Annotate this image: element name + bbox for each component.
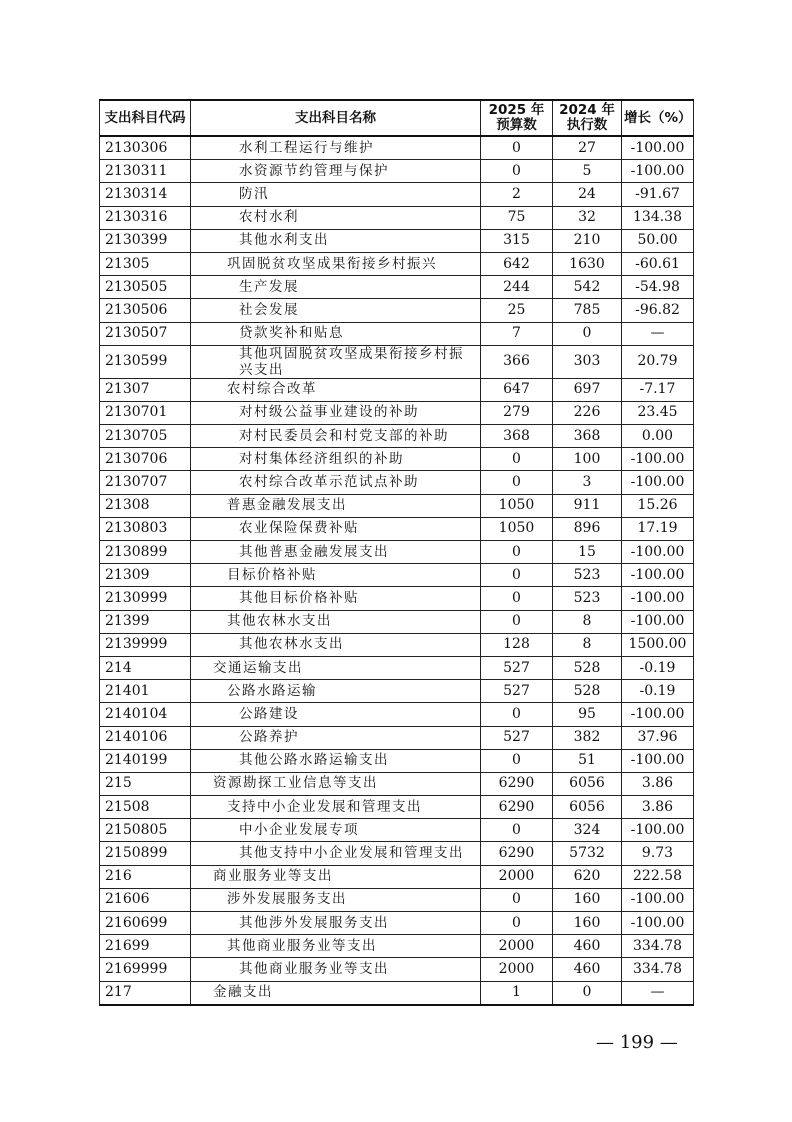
cell-actual-2024: 523 bbox=[553, 587, 622, 610]
cell-name: 支持中小企业发展和管理支出 bbox=[191, 796, 481, 819]
cell-name: 其他公路水路运输支出 bbox=[191, 749, 481, 772]
cell-actual-2024: 460 bbox=[553, 935, 622, 958]
cell-growth: -7.17 bbox=[622, 378, 694, 401]
cell-growth: -100.00 bbox=[622, 471, 694, 494]
cell-code: 2130399 bbox=[100, 229, 191, 252]
cell-budget-2025: 0 bbox=[481, 587, 553, 610]
cell-name: 对村民委员会和村党支部的补助 bbox=[191, 425, 481, 448]
cell-actual-2024: 0 bbox=[553, 322, 622, 345]
cell-budget-2025: 6290 bbox=[481, 772, 553, 795]
cell-budget-2025: 2 bbox=[481, 183, 553, 206]
cell-growth: 1500.00 bbox=[622, 633, 694, 656]
cell-growth: -0.19 bbox=[622, 680, 694, 703]
cell-budget-2025: 0 bbox=[481, 819, 553, 842]
table-row bbox=[100, 471, 694, 494]
cell-code: 2130999 bbox=[100, 587, 191, 610]
cell-actual-2024: 51 bbox=[553, 749, 622, 772]
cell-name: 水利工程运行与维护 bbox=[191, 136, 481, 160]
cell-code: 2139999 bbox=[100, 633, 191, 656]
cell-growth: 0.00 bbox=[622, 425, 694, 448]
cell-budget-2025: 0 bbox=[481, 564, 553, 587]
header-budget-2025: 2025 年预算数 bbox=[481, 100, 553, 136]
table-row bbox=[100, 517, 694, 540]
cell-code: 2169999 bbox=[100, 958, 191, 981]
table-row bbox=[100, 680, 694, 703]
cell-growth: -100.00 bbox=[622, 448, 694, 471]
cell-actual-2024: 8 bbox=[553, 610, 622, 633]
table-row bbox=[100, 610, 694, 633]
cell-name: 农村水利 bbox=[191, 206, 481, 229]
cell-name: 巩固脱贫攻坚成果衔接乡村振兴 bbox=[191, 252, 481, 275]
cell-name: 其他支持中小企业发展和管理支出 bbox=[191, 842, 481, 865]
cell-budget-2025: 25 bbox=[481, 299, 553, 322]
table-row bbox=[100, 276, 694, 299]
cell-actual-2024: 523 bbox=[553, 564, 622, 587]
table-row bbox=[100, 345, 694, 378]
cell-name: 对村集体经济组织的补助 bbox=[191, 448, 481, 471]
cell-name: 其他商业服务业等支出 bbox=[191, 958, 481, 981]
table-row bbox=[100, 425, 694, 448]
table-row bbox=[100, 299, 694, 322]
header-row bbox=[100, 100, 694, 136]
cell-name: 资源勘探工业信息等支出 bbox=[191, 772, 481, 795]
cell-code: 2140106 bbox=[100, 726, 191, 749]
cell-budget-2025: 6290 bbox=[481, 842, 553, 865]
table-row bbox=[100, 136, 694, 160]
cell-name: 其他涉外发展服务支出 bbox=[191, 912, 481, 935]
cell-name: 农业保险保费补贴 bbox=[191, 517, 481, 540]
cell-budget-2025: 368 bbox=[481, 425, 553, 448]
table-row bbox=[100, 448, 694, 471]
cell-name: 其他商业服务业等支出 bbox=[191, 935, 481, 958]
cell-code: 2130705 bbox=[100, 425, 191, 448]
cell-name: 公路水路运输 bbox=[191, 680, 481, 703]
cell-growth: -100.00 bbox=[622, 912, 694, 935]
cell-actual-2024: 785 bbox=[553, 299, 622, 322]
cell-actual-2024: 368 bbox=[553, 425, 622, 448]
cell-growth: -100.00 bbox=[622, 564, 694, 587]
cell-actual-2024: 3 bbox=[553, 471, 622, 494]
cell-actual-2024: 5732 bbox=[553, 842, 622, 865]
cell-code: 2130706 bbox=[100, 448, 191, 471]
cell-name: 其他水利支出 bbox=[191, 229, 481, 252]
cell-budget-2025: 0 bbox=[481, 888, 553, 911]
cell-name: 公路建设 bbox=[191, 703, 481, 726]
header-actual-2024: 2024 年执行数 bbox=[553, 100, 622, 136]
cell-budget-2025: 1050 bbox=[481, 517, 553, 540]
cell-actual-2024: 6056 bbox=[553, 796, 622, 819]
cell-growth: -100.00 bbox=[622, 749, 694, 772]
cell-growth: -100.00 bbox=[622, 610, 694, 633]
table-row bbox=[100, 842, 694, 865]
cell-code: 2140104 bbox=[100, 703, 191, 726]
table-row bbox=[100, 958, 694, 981]
table-row bbox=[100, 772, 694, 795]
cell-code: 2140199 bbox=[100, 749, 191, 772]
cell-growth: -100.00 bbox=[622, 819, 694, 842]
table-row bbox=[100, 796, 694, 819]
cell-code: 2160699 bbox=[100, 912, 191, 935]
cell-code: 2130599 bbox=[100, 345, 191, 378]
table-row bbox=[100, 564, 694, 587]
cell-growth: 37.96 bbox=[622, 726, 694, 749]
cell-code: 21606 bbox=[100, 888, 191, 911]
cell-budget-2025: 279 bbox=[481, 401, 553, 424]
cell-actual-2024: 160 bbox=[553, 888, 622, 911]
cell-growth: -0.19 bbox=[622, 656, 694, 679]
table-row bbox=[100, 819, 694, 842]
cell-name: 其他普惠金融发展支出 bbox=[191, 541, 481, 564]
cell-growth: -54.98 bbox=[622, 276, 694, 299]
cell-growth: 222.58 bbox=[622, 865, 694, 888]
cell-code: 2130506 bbox=[100, 299, 191, 322]
cell-code: 2130701 bbox=[100, 401, 191, 424]
cell-name: 普惠金融发展支出 bbox=[191, 494, 481, 517]
cell-budget-2025: 0 bbox=[481, 471, 553, 494]
cell-growth: -96.82 bbox=[622, 299, 694, 322]
table-row bbox=[100, 206, 694, 229]
cell-code: 2130507 bbox=[100, 322, 191, 345]
cell-budget-2025: 2000 bbox=[481, 865, 553, 888]
table-row bbox=[100, 322, 694, 345]
cell-name: 贷款奖补和贴息 bbox=[191, 322, 481, 345]
cell-code: 2130803 bbox=[100, 517, 191, 540]
cell-name: 其他目标价格补贴 bbox=[191, 587, 481, 610]
cell-budget-2025: 0 bbox=[481, 541, 553, 564]
table-row bbox=[100, 981, 694, 1005]
cell-actual-2024: 324 bbox=[553, 819, 622, 842]
cell-code: 2130314 bbox=[100, 183, 191, 206]
cell-budget-2025: 0 bbox=[481, 610, 553, 633]
table-row bbox=[100, 703, 694, 726]
cell-code: 217 bbox=[100, 981, 191, 1005]
table-body bbox=[100, 136, 694, 1005]
cell-growth: 50.00 bbox=[622, 229, 694, 252]
table-row bbox=[100, 183, 694, 206]
cell-growth: 17.19 bbox=[622, 517, 694, 540]
cell-actual-2024: 8 bbox=[553, 633, 622, 656]
cell-actual-2024: 697 bbox=[553, 378, 622, 401]
cell-budget-2025: 527 bbox=[481, 680, 553, 703]
cell-budget-2025: 0 bbox=[481, 749, 553, 772]
cell-actual-2024: 24 bbox=[553, 183, 622, 206]
cell-budget-2025: 0 bbox=[481, 160, 553, 183]
cell-code: 2130306 bbox=[100, 136, 191, 160]
cell-code: 2150805 bbox=[100, 819, 191, 842]
cell-actual-2024: 32 bbox=[553, 206, 622, 229]
table-row bbox=[100, 252, 694, 275]
cell-growth: — bbox=[622, 981, 694, 1005]
header-growth: 增长（%） bbox=[622, 100, 694, 136]
table-row bbox=[100, 160, 694, 183]
cell-actual-2024: 528 bbox=[553, 680, 622, 703]
table-row bbox=[100, 401, 694, 424]
cell-actual-2024: 27 bbox=[553, 136, 622, 160]
cell-growth: 3.86 bbox=[622, 796, 694, 819]
table-row bbox=[100, 935, 694, 958]
cell-growth: 9.73 bbox=[622, 842, 694, 865]
cell-growth: -100.00 bbox=[622, 160, 694, 183]
cell-growth: — bbox=[622, 322, 694, 345]
cell-name: 其他农林水支出 bbox=[191, 633, 481, 656]
cell-actual-2024: 1630 bbox=[553, 252, 622, 275]
cell-code: 21399 bbox=[100, 610, 191, 633]
header-name: 支出科目名称 bbox=[191, 100, 481, 136]
cell-actual-2024: 226 bbox=[553, 401, 622, 424]
cell-name: 商业服务业等支出 bbox=[191, 865, 481, 888]
cell-code: 2130316 bbox=[100, 206, 191, 229]
cell-name: 目标价格补贴 bbox=[191, 564, 481, 587]
cell-code: 21305 bbox=[100, 252, 191, 275]
cell-actual-2024: 210 bbox=[553, 229, 622, 252]
cell-growth: 15.26 bbox=[622, 494, 694, 517]
table-row bbox=[100, 229, 694, 252]
cell-growth: -100.00 bbox=[622, 587, 694, 610]
cell-growth: 3.86 bbox=[622, 772, 694, 795]
cell-code: 216 bbox=[100, 865, 191, 888]
cell-growth: -100.00 bbox=[622, 888, 694, 911]
cell-name: 其他农林水支出 bbox=[191, 610, 481, 633]
cell-budget-2025: 2000 bbox=[481, 958, 553, 981]
table-row bbox=[100, 865, 694, 888]
table-row bbox=[100, 726, 694, 749]
cell-name: 交通运输支出 bbox=[191, 656, 481, 679]
cell-growth: -100.00 bbox=[622, 703, 694, 726]
cell-code: 21401 bbox=[100, 680, 191, 703]
table-row bbox=[100, 656, 694, 679]
cell-code: 21699 bbox=[100, 935, 191, 958]
cell-budget-2025: 527 bbox=[481, 656, 553, 679]
cell-actual-2024: 542 bbox=[553, 276, 622, 299]
cell-actual-2024: 100 bbox=[553, 448, 622, 471]
cell-code: 215 bbox=[100, 772, 191, 795]
cell-actual-2024: 6056 bbox=[553, 772, 622, 795]
cell-budget-2025: 6290 bbox=[481, 796, 553, 819]
cell-actual-2024: 911 bbox=[553, 494, 622, 517]
cell-growth: 334.78 bbox=[622, 958, 694, 981]
expenditure-table bbox=[99, 99, 694, 1006]
cell-name: 涉外发展服务支出 bbox=[191, 888, 481, 911]
cell-actual-2024: 303 bbox=[553, 345, 622, 378]
cell-actual-2024: 15 bbox=[553, 541, 622, 564]
cell-actual-2024: 160 bbox=[553, 912, 622, 935]
cell-growth: -91.67 bbox=[622, 183, 694, 206]
cell-budget-2025: 75 bbox=[481, 206, 553, 229]
cell-code: 2150899 bbox=[100, 842, 191, 865]
cell-budget-2025: 0 bbox=[481, 703, 553, 726]
cell-code: 2130899 bbox=[100, 541, 191, 564]
cell-budget-2025: 366 bbox=[481, 345, 553, 378]
cell-budget-2025: 0 bbox=[481, 912, 553, 935]
cell-name: 金融支出 bbox=[191, 981, 481, 1005]
cell-budget-2025: 1050 bbox=[481, 494, 553, 517]
table-row bbox=[100, 633, 694, 656]
table-row bbox=[100, 587, 694, 610]
cell-code: 21309 bbox=[100, 564, 191, 587]
table-row bbox=[100, 494, 694, 517]
cell-budget-2025: 128 bbox=[481, 633, 553, 656]
cell-code: 214 bbox=[100, 656, 191, 679]
cell-actual-2024: 896 bbox=[553, 517, 622, 540]
table-row bbox=[100, 749, 694, 772]
cell-code: 2130505 bbox=[100, 276, 191, 299]
cell-code: 21307 bbox=[100, 378, 191, 401]
cell-name: 生产发展 bbox=[191, 276, 481, 299]
cell-budget-2025: 0 bbox=[481, 136, 553, 160]
cell-budget-2025: 244 bbox=[481, 276, 553, 299]
cell-actual-2024: 95 bbox=[553, 703, 622, 726]
cell-name: 中小企业发展专项 bbox=[191, 819, 481, 842]
table-row bbox=[100, 541, 694, 564]
cell-code: 21308 bbox=[100, 494, 191, 517]
cell-budget-2025: 527 bbox=[481, 726, 553, 749]
cell-actual-2024: 0 bbox=[553, 981, 622, 1005]
cell-name: 其他巩固脱贫攻坚成果衔接乡村振兴支出 bbox=[191, 345, 481, 378]
cell-name: 公路养护 bbox=[191, 726, 481, 749]
cell-code: 2130311 bbox=[100, 160, 191, 183]
cell-budget-2025: 7 bbox=[481, 322, 553, 345]
cell-budget-2025: 315 bbox=[481, 229, 553, 252]
cell-name: 对村级公益事业建设的补助 bbox=[191, 401, 481, 424]
cell-growth: 334.78 bbox=[622, 935, 694, 958]
cell-name: 防汛 bbox=[191, 183, 481, 206]
cell-name: 社会发展 bbox=[191, 299, 481, 322]
cell-growth: -100.00 bbox=[622, 541, 694, 564]
table-row bbox=[100, 912, 694, 935]
table-row bbox=[100, 888, 694, 911]
cell-actual-2024: 5 bbox=[553, 160, 622, 183]
cell-budget-2025: 2000 bbox=[481, 935, 553, 958]
cell-growth: 20.79 bbox=[622, 345, 694, 378]
cell-name: 水资源节约管理与保护 bbox=[191, 160, 481, 183]
cell-actual-2024: 460 bbox=[553, 958, 622, 981]
cell-growth: -100.00 bbox=[622, 136, 694, 160]
cell-code: 21508 bbox=[100, 796, 191, 819]
cell-growth: 23.45 bbox=[622, 401, 694, 424]
cell-budget-2025: 0 bbox=[481, 448, 553, 471]
cell-name: 农村综合改革 bbox=[191, 378, 481, 401]
cell-name: 农村综合改革示范试点补助 bbox=[191, 471, 481, 494]
page-number: — 199 — bbox=[596, 1032, 678, 1053]
cell-code: 2130707 bbox=[100, 471, 191, 494]
table-row bbox=[100, 378, 694, 401]
cell-actual-2024: 382 bbox=[553, 726, 622, 749]
cell-budget-2025: 1 bbox=[481, 981, 553, 1005]
cell-budget-2025: 647 bbox=[481, 378, 553, 401]
cell-actual-2024: 528 bbox=[553, 656, 622, 679]
cell-growth: -60.61 bbox=[622, 252, 694, 275]
cell-growth: 134.38 bbox=[622, 206, 694, 229]
table-header bbox=[100, 100, 694, 136]
header-code: 支出科目代码 bbox=[100, 100, 191, 136]
cell-budget-2025: 642 bbox=[481, 252, 553, 275]
cell-actual-2024: 620 bbox=[553, 865, 622, 888]
